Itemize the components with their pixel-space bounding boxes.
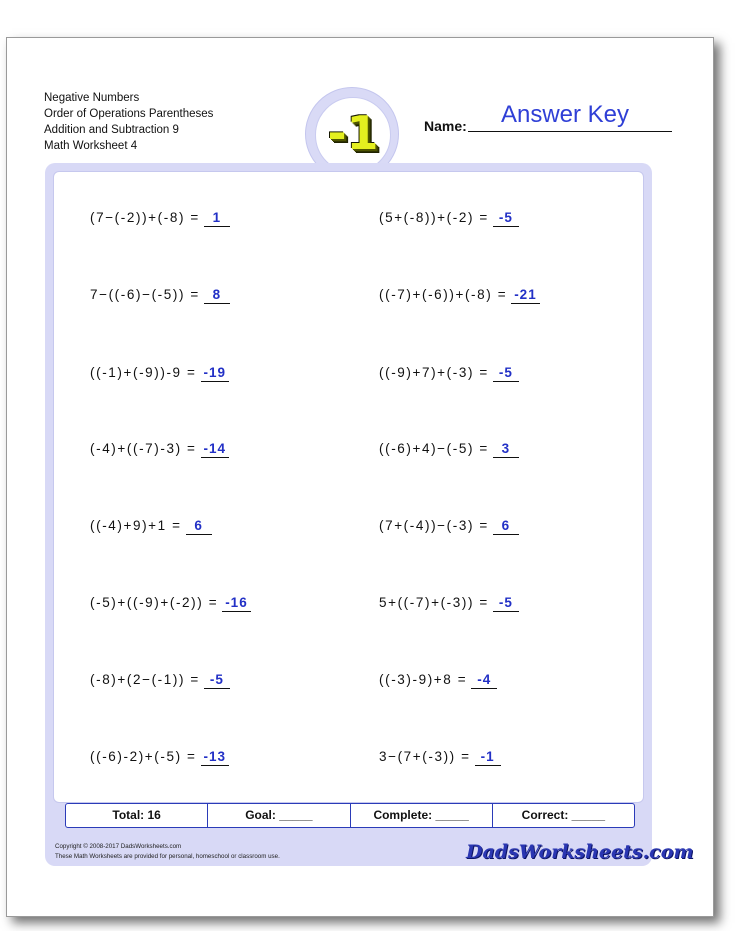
answer-value: -16 [222, 594, 251, 612]
answer-value: 6 [186, 517, 212, 535]
problem-4 [379, 285, 540, 305]
dadsworksheets-logo: DadsWorksheets.com [466, 841, 694, 863]
problem-3 [90, 285, 230, 305]
title-line-3: Addition and Subtraction 9 [44, 124, 179, 136]
title-line-2: Order of Operations Parentheses [44, 108, 214, 120]
problem-expression: ((-6)-2)+(-5) = [90, 749, 197, 764]
score-bar [65, 803, 635, 828]
complete-cell: Complete: _____ [350, 804, 492, 827]
problem-7 [90, 439, 229, 459]
copyright-notice [55, 842, 280, 862]
answer-value: 6 [493, 517, 519, 535]
answer-value: -4 [471, 671, 497, 689]
answer-value: 8 [204, 286, 230, 304]
problem-expression: (5+(-8))+(-2) = [379, 210, 489, 225]
problem-expression: ((-1)+(-9))-9 = [90, 365, 197, 380]
correct-cell: Correct: _____ [492, 804, 634, 827]
problem-expression: 7−((-6)−(-5)) = [90, 287, 200, 302]
problem-expression: ((-4)+9)+1 = [90, 518, 182, 533]
problem-9 [90, 516, 212, 536]
problem-10 [379, 516, 519, 536]
answer-value: 1 [204, 209, 230, 227]
total-cell: Total: 16 [112, 808, 161, 822]
problem-expression: ((-7)+(-6))+(-8) = [379, 287, 508, 302]
answer-value: -5 [493, 594, 519, 612]
problem-expression: 5+((-7)+(-3)) = [379, 595, 489, 610]
problem-11 [90, 593, 251, 613]
problem-expression: ((-6)+4)−(-5) = [379, 441, 489, 456]
answer-key-label: Answer Key [500, 101, 630, 128]
problem-expression: (7−(-2))+(-8) = [90, 210, 200, 225]
answer-value: -5 [204, 671, 230, 689]
usage-line: These Math Worksheets are provided for personal, homeschool or classroom use. [55, 853, 280, 860]
problem-13 [90, 670, 230, 690]
problems-panel [53, 171, 644, 803]
problem-expression: 3−(7+(-3)) = [379, 749, 471, 764]
problem-1 [90, 208, 230, 228]
problem-14 [379, 670, 497, 690]
badge-logo-text: -1 [327, 106, 379, 160]
name-line [468, 131, 672, 132]
problem-12 [379, 593, 519, 613]
problem-5 [90, 363, 229, 383]
problem-expression: (-5)+((-9)+(-2)) = [90, 595, 219, 610]
problem-8 [379, 439, 519, 459]
answer-value: -1 [475, 748, 501, 766]
problem-15 [90, 747, 229, 767]
problem-expression: ((-3)-9)+8 = [379, 672, 468, 687]
answer-value: -14 [201, 440, 230, 458]
problem-expression: (7+(-4))−(-3) = [379, 518, 489, 533]
answer-value: 3 [493, 440, 519, 458]
problem-16 [379, 747, 501, 767]
problem-expression: (-8)+(2−(-1)) = [90, 672, 200, 687]
problem-6 [379, 363, 519, 383]
answer-value: -5 [493, 364, 519, 382]
answer-value: -19 [201, 364, 230, 382]
problem-2 [379, 208, 519, 228]
title-line-4: Math Worksheet 4 [44, 140, 138, 152]
title-line-1: Negative Numbers [44, 92, 140, 104]
worksheet-title-block [44, 90, 213, 154]
name-label: Name: [424, 118, 467, 134]
answer-value: -21 [511, 286, 540, 304]
goal-cell: Goal: _____ [207, 804, 349, 827]
copyright-line: Copyright © 2008-2017 DadsWorksheets.com [55, 843, 182, 850]
answer-value: -13 [201, 748, 230, 766]
answer-value: -5 [493, 209, 519, 227]
problem-expression: ((-9)+7)+(-3) = [379, 365, 489, 380]
problem-expression: (-4)+((-7)-3) = [90, 441, 197, 456]
